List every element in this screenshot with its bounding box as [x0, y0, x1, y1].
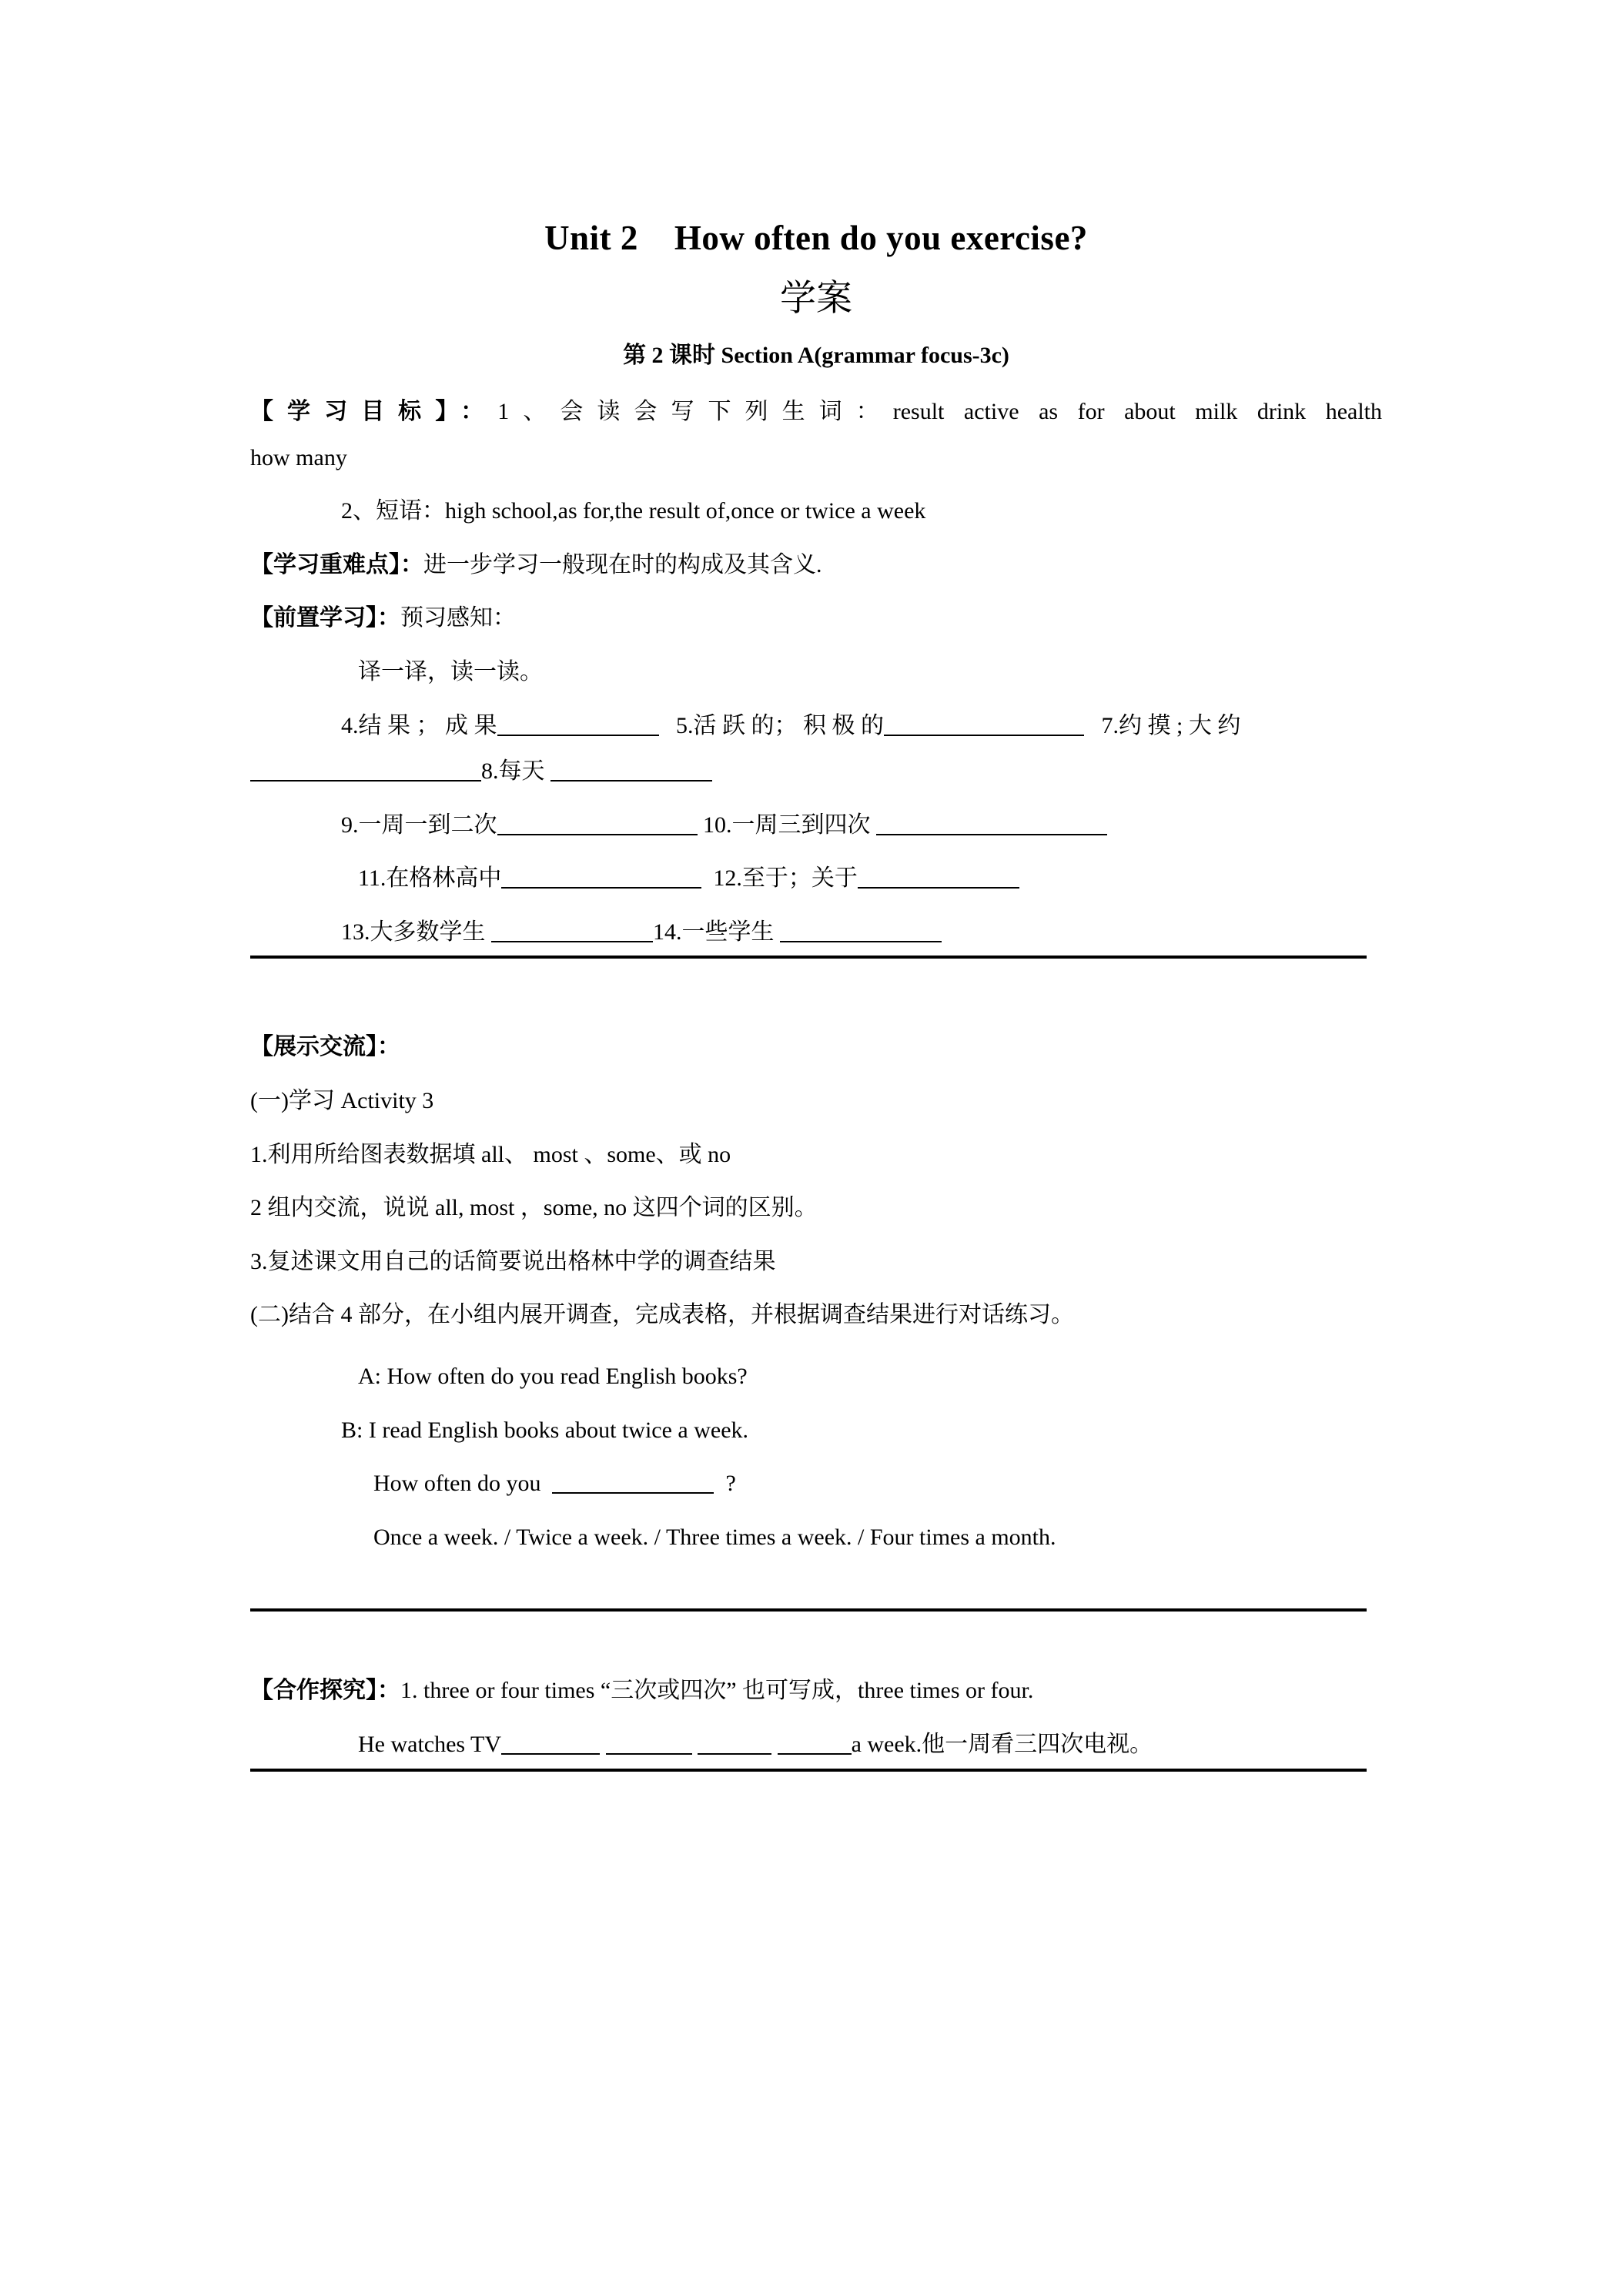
page-title: Unit 2 How often do you exercise?	[544, 219, 1088, 257]
section-divider-3	[250, 1769, 1367, 1772]
dialog-line-b: B: I read English books about twice a week.	[341, 1417, 749, 1443]
pre-study-text: 预习感知：	[400, 605, 516, 631]
objectives-item2: 2、短语：high school,as for,the result of,once or twice a week	[341, 498, 926, 524]
objectives-item1-words: result active as for about milk drink health	[892, 398, 1383, 424]
dialog-prompt-suffix: ?	[725, 1471, 736, 1497]
vocab-row-9-10	[250, 808, 1382, 843]
presentation-task-3: 3.复述课文用自己的话简要说出格林中学的调查结果	[250, 1248, 776, 1274]
dialog-prompt-blank[interactable]	[552, 1472, 714, 1494]
vocab-item-5-label: 5.活 跃 的； 积 极 的	[676, 712, 884, 738]
key-points-heading: 【学习重难点】：	[250, 551, 423, 577]
objectives-heading: 【学习目标】：	[250, 398, 498, 424]
pre-study-line	[250, 601, 1382, 636]
vocab-item-14-blank[interactable]	[780, 921, 942, 942]
cooperation-blank-3[interactable]	[698, 1733, 771, 1755]
cooperation-example-suffix: a week.他一周看三四次电视。	[851, 1732, 1153, 1757]
vocab-row-4-5-7	[250, 708, 1382, 744]
cooperation-line	[250, 1673, 1382, 1709]
vocab-item-13-blank[interactable]	[491, 921, 653, 942]
vocab-item-9-blank[interactable]	[497, 814, 698, 835]
cooperation-example-line	[250, 1727, 1382, 1762]
vocab-row-11-12	[250, 861, 1382, 896]
document-subtitle: 学案	[780, 279, 852, 320]
presentation-part1-label: (一)学习 Activity 3	[250, 1088, 434, 1114]
vocab-item-12-label: 12.至于；关于	[713, 865, 858, 892]
dialog-line-a: A: How often do you read English books?	[358, 1364, 748, 1390]
period-heading: 第 2 课时 Section A(grammar focus-3c)	[623, 342, 1009, 368]
vocab-item-13-label: 13.大多数学生	[341, 919, 486, 945]
vocab-item-10-blank[interactable]	[876, 814, 1107, 835]
cooperation-blank-2[interactable]	[606, 1733, 692, 1755]
cooperation-heading: 【合作探究】：	[250, 1678, 400, 1704]
pre-study-instruction: 译一译，读一读。	[358, 658, 543, 684]
pre-study-heading: 【前置学习】：	[250, 605, 400, 631]
vocab-item-14-label: 14.一些学生	[653, 919, 775, 945]
cooperation-blank-1[interactable]	[501, 1733, 600, 1755]
dialog-prompt-prefix: How often do you	[373, 1471, 541, 1497]
vocab-item-8-label: 8.每天	[481, 758, 545, 785]
dialog-answer-options: Once a week. / Twice a week. / Three times a week. / Four times a month.	[373, 1524, 1056, 1550]
vocab-item-4-blank[interactable]	[497, 715, 659, 736]
cooperation-note: 1. three or four times “三次或四次” 也可写成，three times or four.	[400, 1678, 1034, 1704]
vocab-item-11-blank[interactable]	[501, 867, 701, 889]
document-body	[250, 0, 1382, 1772]
section-divider-3-wrapper	[250, 1769, 1382, 1772]
objectives-line-1	[250, 394, 1382, 430]
vocab-item-10-label: 10.一周三到四次	[703, 812, 871, 838]
key-points-text: 进一步学习一般现在时的构成及其含义.	[423, 551, 822, 577]
objectives-item1-prefix: 1、会读会写下列生词：	[497, 398, 893, 424]
vocab-row-8	[250, 754, 1382, 789]
cooperation-example-prefix: He watches TV	[358, 1732, 502, 1757]
key-points-line	[250, 547, 1382, 583]
vocab-item-12-blank[interactable]	[858, 867, 1019, 889]
vocab-item-7-blank[interactable]	[250, 760, 481, 782]
vocab-item-7-label: 7.约 摸 ; 大 约	[1101, 712, 1241, 738]
vocab-item-11-label: 11.在格林高中	[358, 865, 502, 892]
presentation-task-1: 1.利用所给图表数据填 all、 most 、some、或 no	[250, 1141, 731, 1167]
vocab-item-5-blank[interactable]	[884, 715, 1084, 736]
presentation-task-2: 2 组内交流，说说 all, most ，some, no 这四个词的区别。	[250, 1195, 818, 1221]
vocab-item-8-blank[interactable]	[550, 760, 712, 782]
objectives-item1-continuation: how many	[250, 444, 347, 470]
vocab-row-13-14	[250, 915, 1382, 950]
dialog-prompt-line	[250, 1466, 1382, 1501]
vocab-item-9-label: 9.一周一到二次	[341, 812, 497, 838]
presentation-heading: 【展示交流】：	[250, 1034, 400, 1060]
cooperation-blank-4[interactable]	[778, 1733, 852, 1755]
presentation-part2-label: (二)结合 4 部分，在小组内展开调查，完成表格，并根据调查结果进行对话练习。	[250, 1302, 1074, 1328]
vocab-item-4-label: 4.结 果 ； 成 果	[341, 712, 497, 738]
